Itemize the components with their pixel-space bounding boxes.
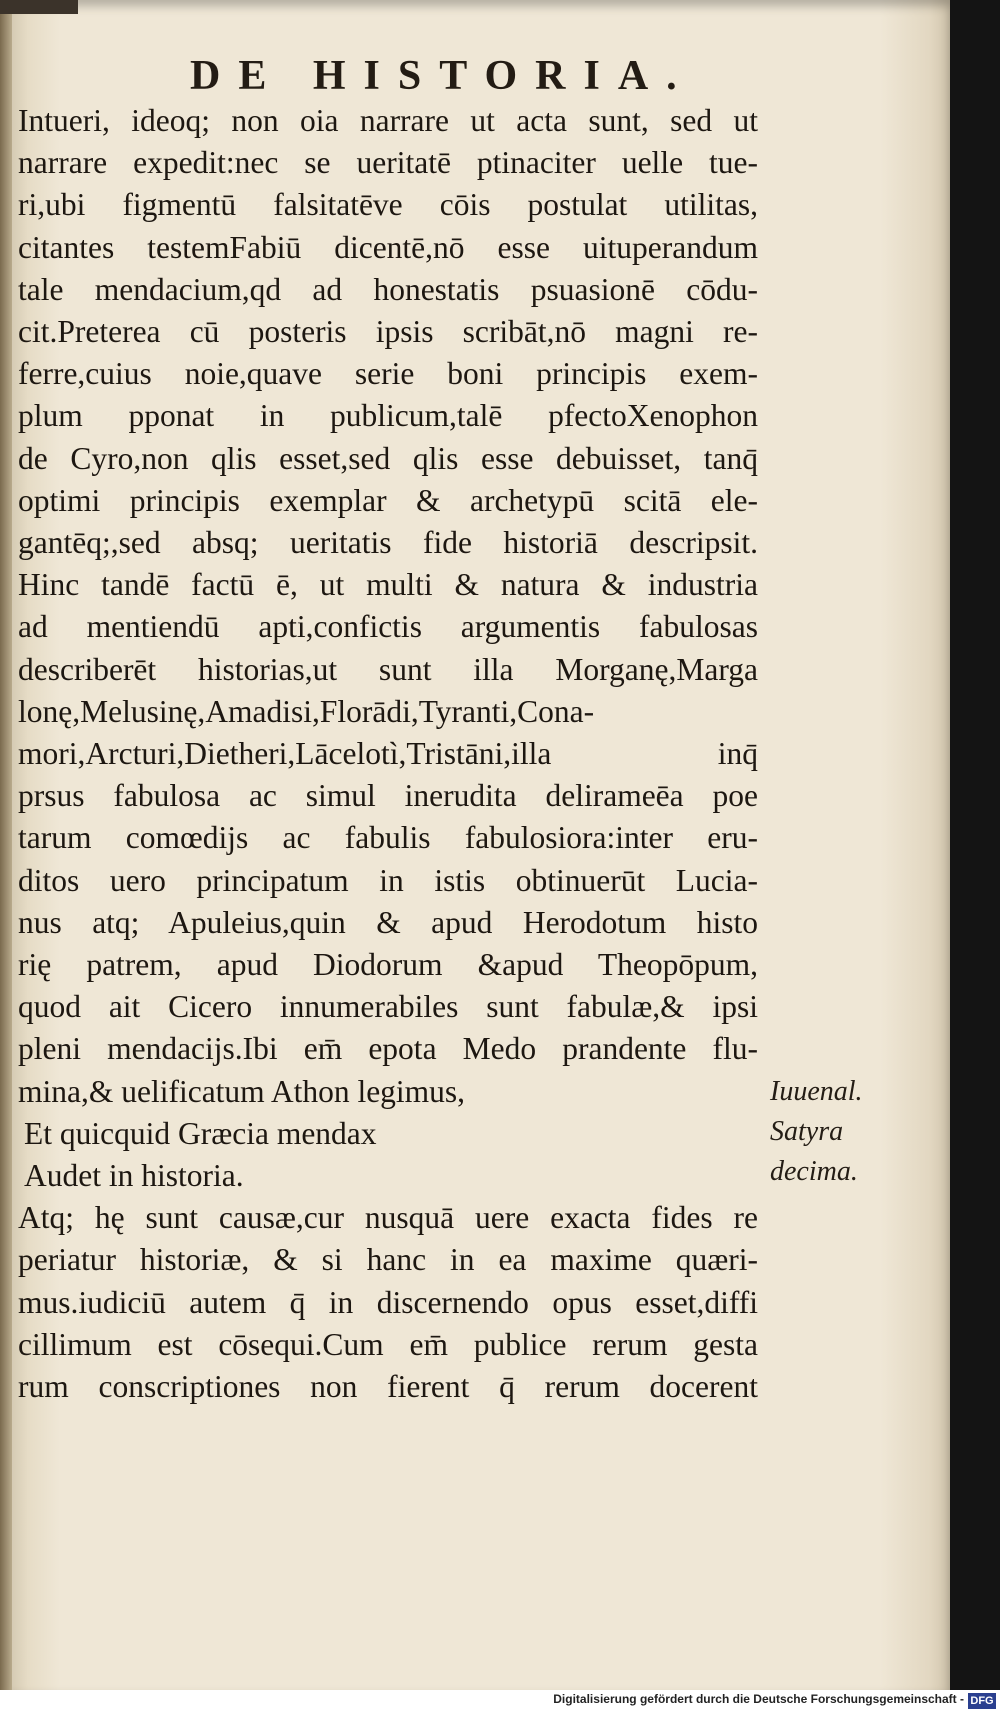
marginal-note-line: Iuuenal. bbox=[770, 1076, 863, 1107]
text-line: rum conscriptiones non fierent q̄ rerum docerent bbox=[18, 1369, 758, 1405]
text-line: ad mentiendū apti,confictis argumentis fabulosas bbox=[18, 609, 758, 645]
text-line: prsus fabulosa ac simul inerudita delirameēa poe bbox=[18, 778, 758, 814]
text-line: describerēt historias,ut sunt illa Morganę,Marga bbox=[18, 651, 758, 687]
text-line: Atq; hę sunt causæ,cur nusquā uere exacta fides re bbox=[18, 1200, 758, 1236]
dfg-logo: DFG bbox=[968, 1693, 996, 1709]
footer-credit: Digitalisierung gefördert durch die Deutsche Forschungsgemeinschaft - bbox=[553, 1692, 964, 1706]
text-line: periatur historiæ, & si hanc in ea maxime quæri- bbox=[18, 1242, 758, 1278]
text-line: mus.iudiciū autem q̄ in discernendo opus esset,diffi bbox=[18, 1284, 758, 1320]
tab-marker bbox=[0, 0, 78, 14]
text-line: mori,Arcturi,Dietheri,Lācelotì,Tristāni,illa inq̄ bbox=[18, 736, 758, 772]
text-line: ditos uero principatum in istis obtinuerūt Lucia- bbox=[18, 862, 758, 898]
text-line: de Cyro,non qlis esset,sed qlis esse debuisset, tanq̄ bbox=[18, 440, 758, 476]
text-line: quod ait Cicero innumerabiles sunt fabulæ,& ipsi bbox=[18, 989, 758, 1025]
marginal-note-line: Satyra bbox=[770, 1116, 844, 1147]
running-head: DE HISTORIA. bbox=[190, 53, 695, 99]
text-line: citantes testemFabiū dicentē,nō esse uituperandum bbox=[18, 229, 758, 265]
text-line: Intueri, ideoq; non oia narrare ut acta sunt, sed ut bbox=[18, 103, 758, 138]
text-line: plum pponat in publicum,talē pfectoXenophon bbox=[18, 398, 758, 434]
text-line: tale mendacium,qd ad honestatis psuasionē cōdu- bbox=[18, 271, 758, 307]
verse-line: Et quicquid Græcia mendax bbox=[24, 1115, 377, 1151]
text-line: pleni mendacijs.Ibi em̄ epota Medo prandente flu- bbox=[18, 1031, 758, 1067]
text-line: mina,& uelificatum Athon legimus, bbox=[18, 1073, 466, 1109]
text-line: narrare expedit:nec se ueritatē ptinaciter uelle tue- bbox=[18, 145, 758, 181]
marginal-note-line: decima. bbox=[770, 1156, 858, 1187]
text-line: optimi principis exemplar & archetypū scitā ele- bbox=[18, 482, 758, 518]
text-line: lonę,Melusinę,Amadisi,Florādi,Tyranti,Cona- bbox=[18, 693, 595, 729]
text-line: tarum comœdijs ac fabulis fabulosiora:inter eru- bbox=[18, 820, 758, 856]
verse-line: Audet in historia. bbox=[24, 1158, 244, 1194]
page-gutter bbox=[0, 0, 12, 1690]
text-line: cit.Preterea cū posteris ipsis scribāt,nō magni re- bbox=[18, 314, 758, 350]
text-line: ri,ubi figmentū falsitatēve cōis postulat utilitas, bbox=[18, 187, 758, 223]
text-line: Hinc tandē factū ē, ut multi & natura & industria bbox=[18, 567, 758, 603]
text-line: gantēq;,sed absq; ueritatis fide historiā descripsit. bbox=[18, 525, 758, 561]
text-line: rię patrem, apud Diodorum &apud Theopōpum, bbox=[18, 947, 758, 983]
body-text bbox=[18, 100, 758, 1408]
text-line: nus atq; Apuleius,quin & apud Herodotum histo bbox=[18, 904, 758, 940]
text-line: cillimum est cōsequi.Cum em̄ publice rerum gesta bbox=[18, 1326, 758, 1362]
marginal-note bbox=[770, 1072, 863, 1192]
text-line: ferre,cuius noie,quave serie boni principis exem- bbox=[18, 356, 758, 392]
footer-bar bbox=[0, 1690, 1000, 1713]
